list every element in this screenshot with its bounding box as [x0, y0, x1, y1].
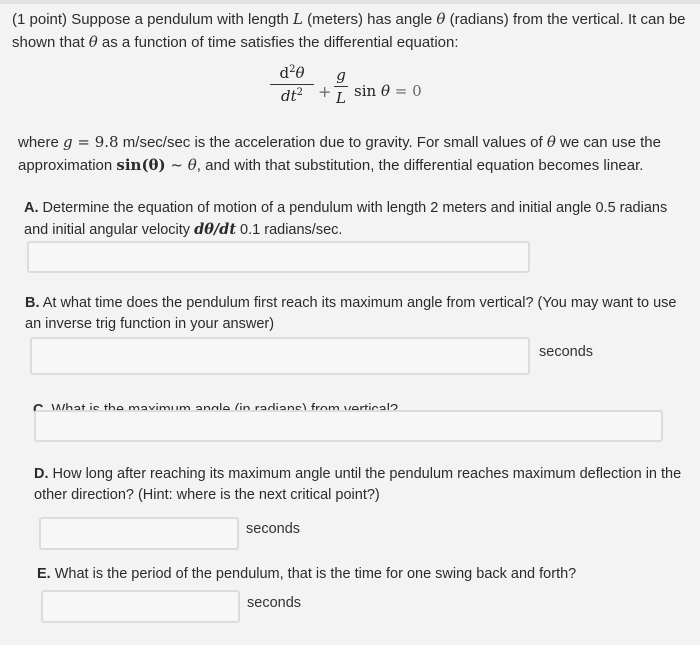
fraction-bar: [334, 86, 348, 87]
part-d-unit: seconds: [246, 521, 301, 537]
part-a-text: Determine the equation of motion of a pendulum with length 2 meters and initial angle 0.5 radians and initial angular velocity: [24, 200, 668, 238]
fraction-bar: [270, 84, 314, 85]
part-a-letter: A.: [24, 200, 39, 216]
eq-equals-zero: = 0: [394, 82, 422, 100]
eq-d: d: [279, 64, 290, 82]
g-over-L: [334, 66, 348, 107]
where-text: where: [18, 134, 64, 151]
math-approx: ~ θ: [165, 156, 197, 174]
top-divider: [0, 0, 700, 4]
part-b-unit: seconds: [539, 344, 594, 360]
math-dtheta-dt: dθ/dt: [194, 221, 237, 238]
math-theta: θ: [436, 10, 446, 28]
points-label: (1 point): [12, 11, 68, 28]
part-d-text: How long after reaching its maximum angle until the pendulum reaches maximum deflection in the other direction? (Hint: where is the next critical point?): [34, 466, 682, 503]
part-d-question: [34, 464, 694, 506]
part-a-question: [24, 198, 684, 241]
eq-sin-text: sin: [354, 82, 377, 100]
part-e-answer-input[interactable]: [41, 590, 240, 623]
math-theta: θ: [546, 133, 556, 151]
eq-sup: 2: [296, 87, 303, 98]
where-text: we can use the approximation: [18, 134, 661, 174]
part-e-question: [37, 564, 697, 585]
math-sin: sin(θ): [116, 156, 166, 174]
part-c-answer-input[interactable]: [34, 410, 663, 442]
eq-theta: θ: [295, 64, 305, 82]
part-b-question: [25, 293, 685, 335]
where-text: m/sec/sec is the acceleration due to gravity. For small values of: [118, 134, 547, 151]
intro-text: (meters) has angle: [303, 11, 437, 28]
math-theta: θ: [88, 33, 98, 51]
math-value: = 9.8: [72, 133, 119, 151]
part-b-text: At what time does the pendulum first reach its maximum angle from vertical? (You may want to use an inverse trig function in your answer): [25, 295, 677, 332]
part-e-letter: E.: [37, 566, 51, 582]
part-d-answer-input[interactable]: [39, 517, 239, 550]
part-b-letter: B.: [25, 295, 40, 311]
eq-theta: θ: [380, 82, 390, 100]
intro-text: Suppose a pendulum with length: [67, 11, 294, 28]
math-L: L: [293, 10, 303, 28]
second-derivative: [270, 64, 314, 105]
part-a-text: 0.1 radians/sec.: [236, 222, 343, 238]
where-text: , and with that substitution, the differential equation becomes linear.: [196, 157, 644, 174]
eq-plus: +: [318, 82, 332, 101]
eq-L: L: [336, 89, 346, 107]
eq-sin: [354, 82, 422, 100]
problem-intro: [12, 8, 692, 54]
part-e-unit: seconds: [247, 595, 302, 611]
intro-text: (radians) from the vertical. It can be shown that: [12, 11, 686, 51]
part-d-letter: D.: [34, 466, 49, 482]
eq-dt: dt: [280, 87, 297, 105]
eq-sup: 2: [289, 64, 296, 75]
part-b-answer-input[interactable]: [30, 337, 530, 375]
differential-equation: [270, 64, 470, 124]
intro-text: as a function of time satisfies the differential equation:: [97, 34, 459, 51]
part-a-answer-input[interactable]: [27, 241, 530, 273]
math-g: g: [63, 133, 73, 151]
part-e-text: What is the period of the pendulum, that is the time for one swing back and forth?: [50, 566, 577, 582]
gravity-note: [18, 131, 688, 177]
eq-g: g: [336, 66, 346, 84]
